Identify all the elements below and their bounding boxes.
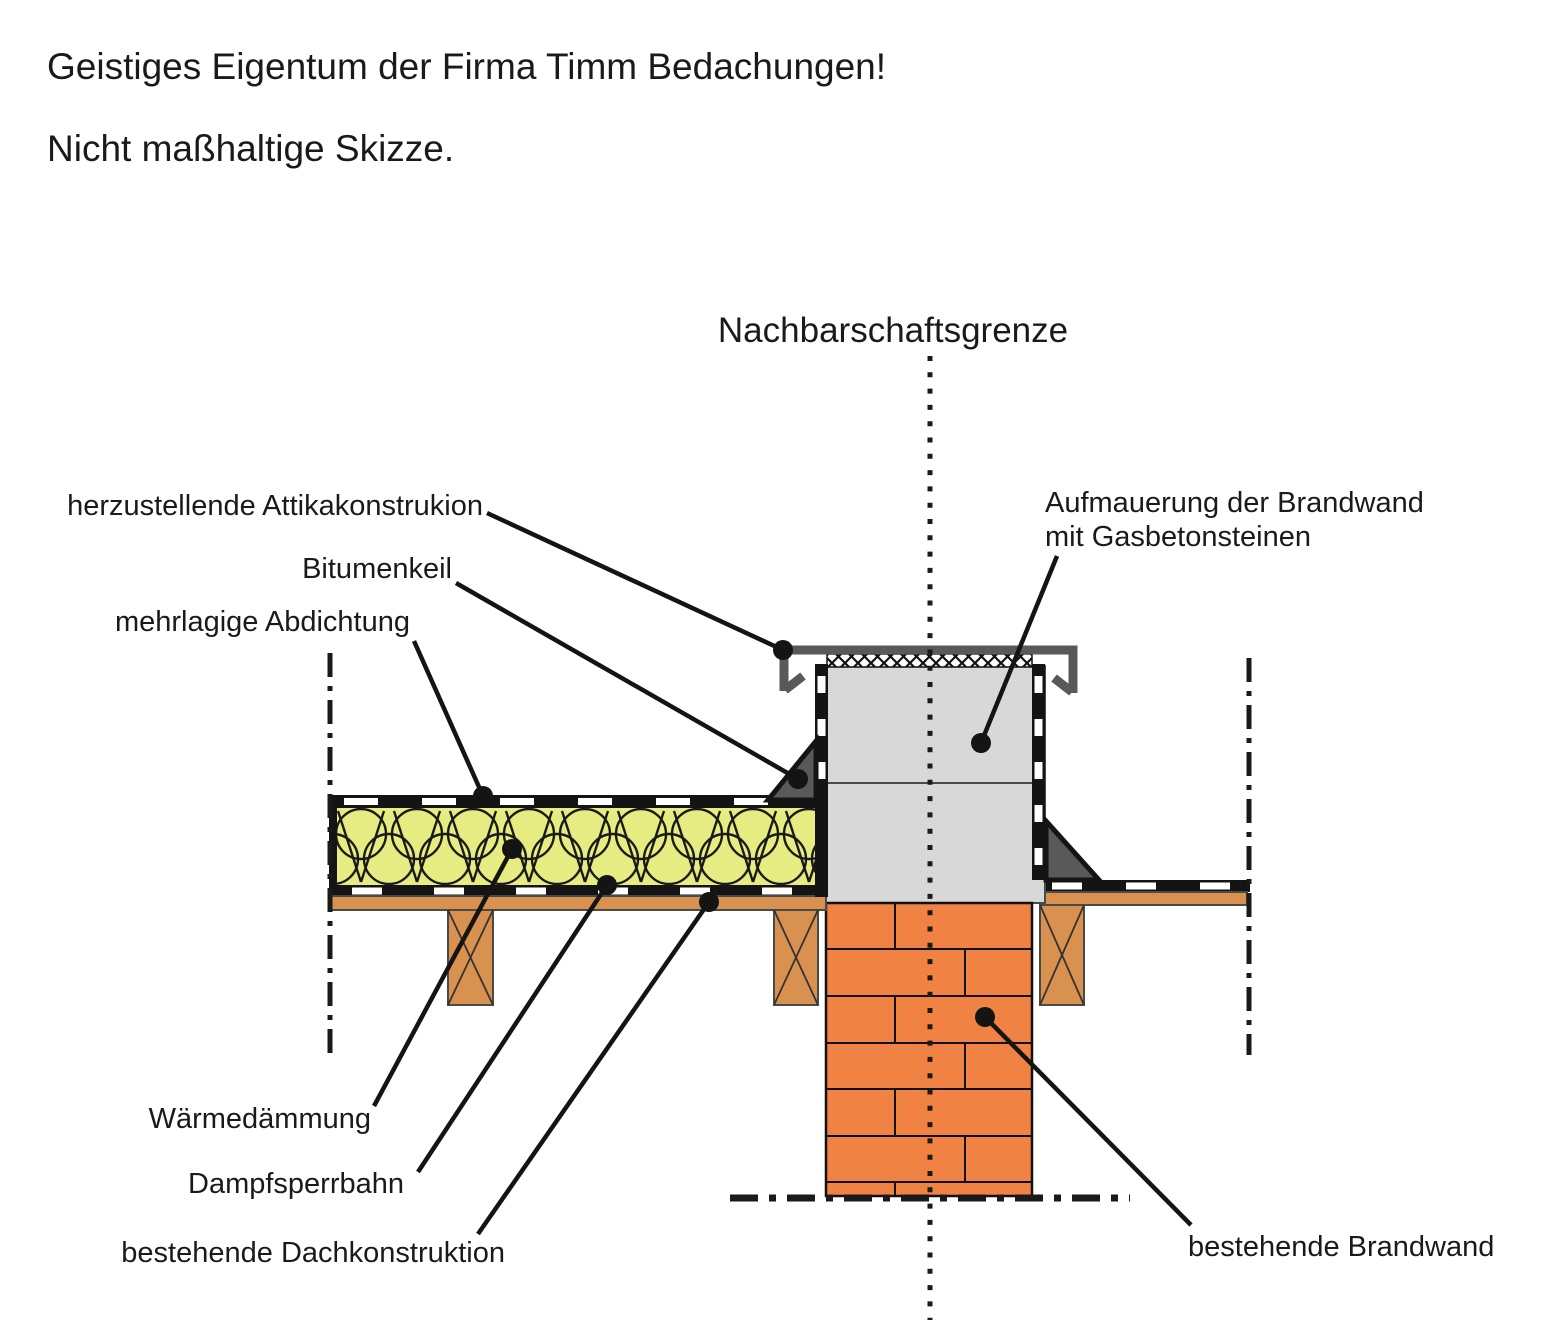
wall-flashing-right [1032, 664, 1045, 880]
roof-joist [774, 910, 818, 1005]
roof-top-membrane [329, 795, 818, 808]
label-aufmauerung-line1: Aufmauerung der Brandwand [1045, 487, 1424, 519]
label-waermedaemmung: Wärmedämmung [148, 1103, 371, 1135]
copyright-notice: Geistiges Eigentum der Firma Timm Bedachungen! [47, 46, 887, 87]
neighbor-roof-decking [1045, 892, 1247, 905]
bitumen-wedge-right [1046, 821, 1099, 880]
neighbor-roof-joist [1040, 905, 1084, 1005]
roof-decking [330, 896, 826, 910]
boundary-title: Nachbarschaftsgrenze [717, 311, 1069, 350]
label-aufmauerung-line2: mit Gasbetonsteinen [1045, 521, 1311, 553]
label-dachkonstruktion: bestehende Dachkonstruktion [121, 1237, 505, 1269]
label-attikakonstruktion: herzustellende Attikakonstrukion [67, 490, 483, 522]
mortar-joint-hatch [827, 654, 1032, 667]
label-dampfsperrbahn: Dampfsperrbahn [188, 1168, 404, 1200]
label-bitumenkeil: Bitumenkeil [302, 553, 452, 585]
label-mehrlagige-abdichtung: mehrlagige Abdichtung [114, 606, 410, 638]
bitumen-wedge-left [768, 741, 816, 800]
insulation-layer [333, 808, 817, 885]
label-bestehende-brandwand: bestehende Brandwand [1188, 1231, 1495, 1263]
sketch-disclaimer: Nicht maßhaltige Skizze. [47, 128, 455, 169]
label-aufmauerung [1045, 486, 1424, 554]
